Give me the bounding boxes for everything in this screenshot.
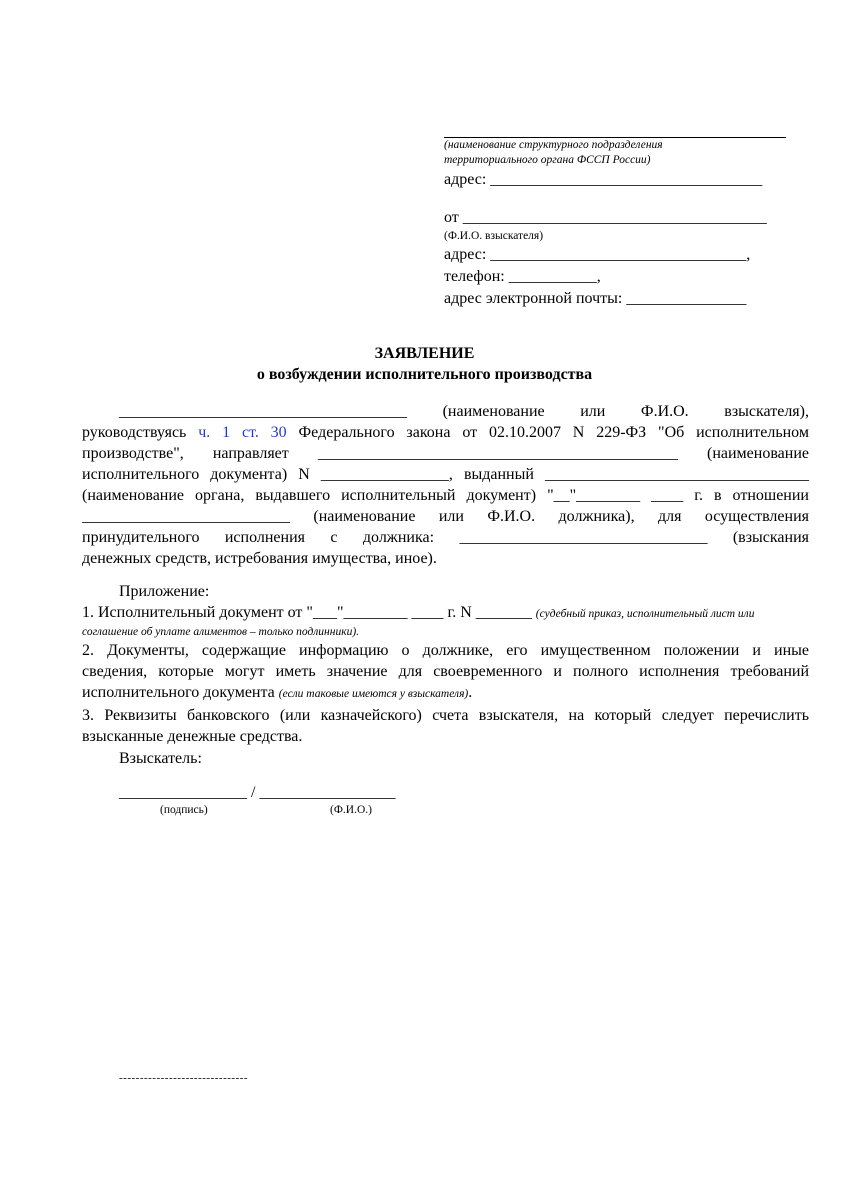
body-text: руководствуясь: [82, 424, 199, 441]
appendix-text: исполнительного документа: [82, 684, 279, 701]
appendix-item-1: [82, 602, 809, 625]
signer-label: Взыскатель:: [119, 750, 202, 767]
appendix-note: (если таковые имеются у взыскателя): [278, 688, 469, 700]
statement-body: [82, 401, 809, 569]
name-caption: (Ф.И.О.): [330, 804, 372, 816]
signature-line: ________________ / _________________: [119, 784, 396, 801]
body-line: принудительного исполнения с должника: _______________________________ (взыскания: [82, 529, 809, 546]
body-line: [82, 422, 809, 443]
addressee-address: адрес: __________________________________: [444, 171, 763, 188]
body-line: производстве", направляет _____________________________________________ (наименование: [82, 445, 809, 462]
appendix-item-2: 2. Документы, содержащие информацию о должнике, его имущественном положении и иные: [82, 642, 809, 659]
appendix-note: (судебный приказ, исполнительный лист или: [535, 608, 755, 620]
appendix-item-3: 3. Реквизиты банковского (или казначейского) счета взыскателя, на который следует перечислить: [82, 707, 809, 724]
footnote-separator: -------------------------------: [119, 1072, 249, 1084]
body-line: (наименование органа, выдавшего исполнительный документ) "__"________ ____ г. в отношении: [82, 487, 809, 504]
body-text: Федерального закона от 02.10.2007 N 229-ФЗ "Об исполнительном: [286, 424, 809, 441]
law-article-link[interactable]: ч. 1 ст. 30: [198, 424, 287, 441]
appendix-item-2-line: [82, 682, 809, 705]
appendix-text: 1. Исполнительный документ от "___"________ ____ г. N _______: [82, 604, 536, 621]
signature-caption: (подпись): [160, 804, 208, 816]
document-title: ЗАЯВЛЕНИЕ: [374, 345, 475, 362]
appendix-heading: Приложение:: [119, 583, 210, 600]
claimant-address: адрес: ________________________________,: [444, 246, 751, 263]
body-line: денежных средств, истребования имущества, иное).: [82, 550, 437, 567]
claimant-email: адрес электронной почты: _______________: [444, 290, 747, 307]
appendix-note: соглашение об уплате алиментов – только подлинники).: [82, 626, 360, 638]
structural-unit-caption-2: территориального органа ФССП России): [444, 154, 651, 166]
appendix-text: .: [468, 684, 473, 701]
claimant-phone: телефон: ___________,: [444, 268, 601, 285]
appendix: [82, 581, 809, 747]
body-line: __________________________ (наименование или Ф.И.О. должника), для осуществления: [82, 508, 809, 525]
structural-unit-caption-1: (наименование структурного подразделения: [444, 139, 663, 151]
appendix-item-3-line: взысканные денежные средства.: [82, 728, 303, 745]
document-subtitle: о возбуждении исполнительного производства: [256, 366, 593, 383]
structural-unit-line: [444, 121, 786, 138]
addressee-block: [444, 121, 804, 310]
claimant-from: от ______________________________________: [444, 209, 767, 226]
appendix-item-2-line: сведения, которые могут иметь значение для своевременного и полного исполнения требований: [82, 663, 809, 680]
claimant-caption: (Ф.И.О. взыскателя): [444, 230, 544, 242]
body-line: исполнительного документа) N ________________, выданный _________________________________: [82, 466, 809, 483]
body-line: ____________________________________ (наименование или Ф.И.О. взыскателя),: [119, 403, 809, 420]
